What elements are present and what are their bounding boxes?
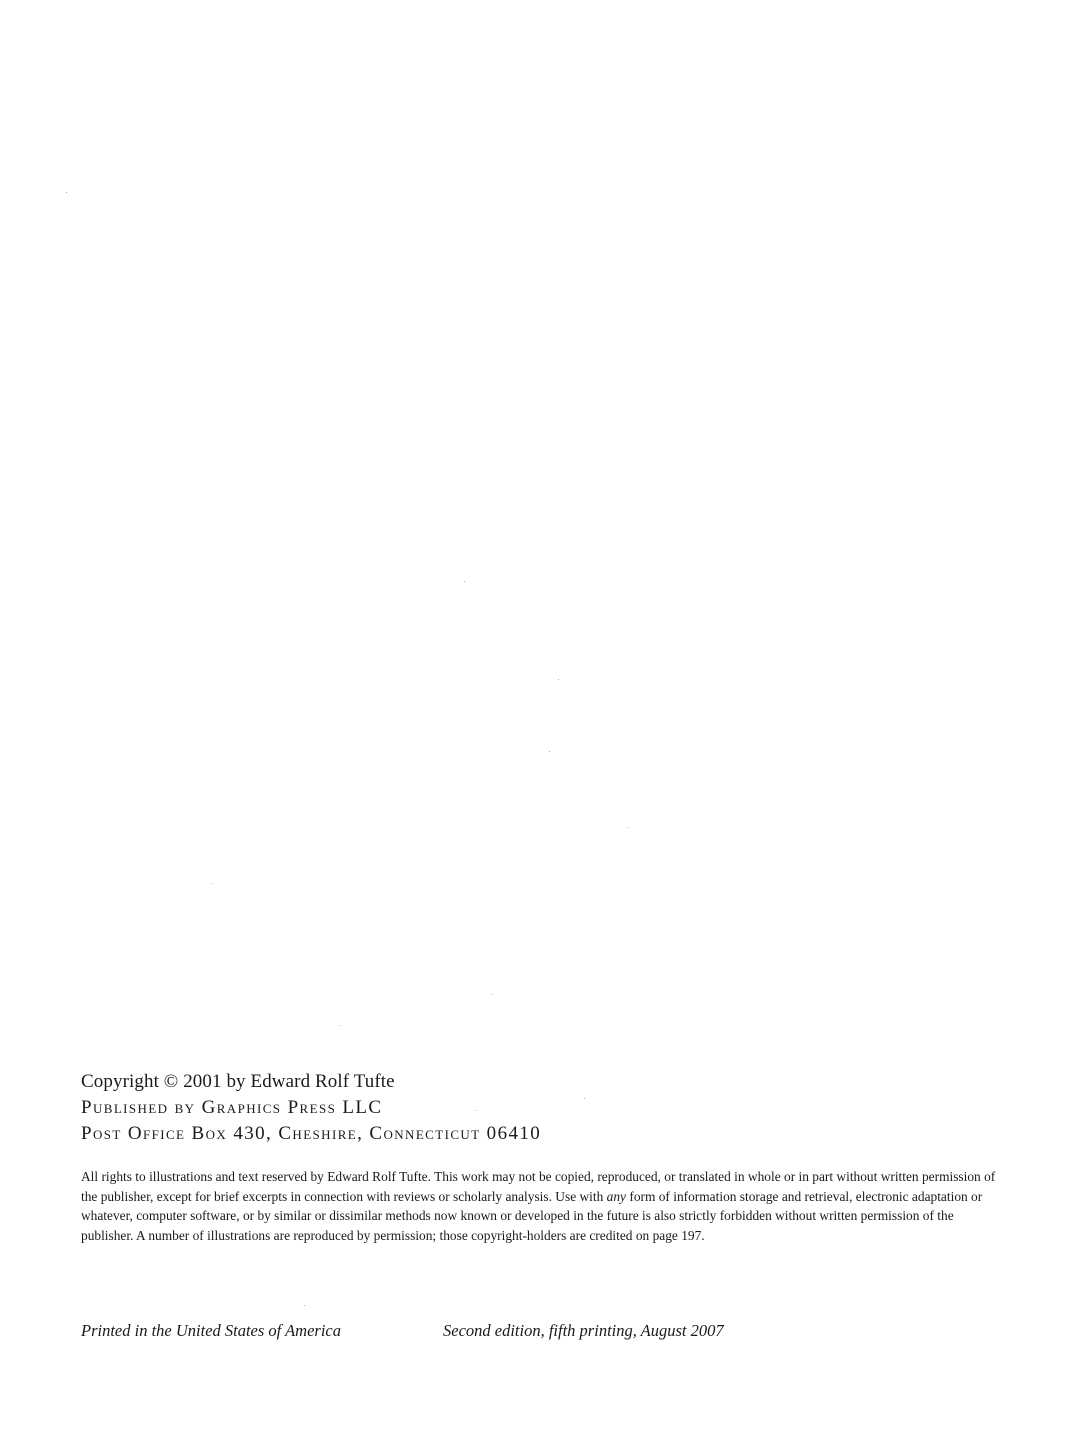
publisher-line: Published by Graphics Press LLC xyxy=(81,1097,383,1118)
colophon xyxy=(81,1069,1001,1245)
rights-emphasis-any: any xyxy=(606,1188,626,1204)
rights-text-part-2: form of information storage and retrieval, electronic adaptation or whatever, computer software, or by similar or dissimilar methods now known or developed in the future is also strictly forbidden without written permission of the publisher. A number of illustrations are reproduced by permission; those copyright-holders are credited on page 197. xyxy=(81,1188,983,1243)
copyright-line: Copyright © 2001 by Edward Rolf Tufte xyxy=(81,1071,395,1092)
rights-text-part-1: All rights to illustrations and text reserved by Edward Rolf Tufte. This work may not be copied, reproduced, or translated in whole or in part without written permission of the publisher, except for brief excerpts in connection with reviews or scholarly analysis. Use with xyxy=(81,1169,996,1204)
scan-speck xyxy=(558,679,559,680)
address-line: Post Office Box 430, Cheshire, Connecticut 06410 xyxy=(81,1123,542,1144)
rights-statement xyxy=(81,1167,996,1245)
scan-speck xyxy=(66,192,67,193)
scan-speck xyxy=(304,1305,305,1306)
scan-speck xyxy=(212,883,213,884)
printed-in-note: Printed in the United States of America xyxy=(81,1321,341,1340)
scan-speck xyxy=(339,1025,340,1026)
scan-speck xyxy=(491,994,492,995)
scan-speck xyxy=(549,751,550,752)
edition-note: Second edition, fifth printing, August 2007 xyxy=(443,1321,724,1340)
scan-speck xyxy=(627,827,628,828)
printing-footer xyxy=(81,1321,981,1345)
scan-speck xyxy=(464,581,465,582)
